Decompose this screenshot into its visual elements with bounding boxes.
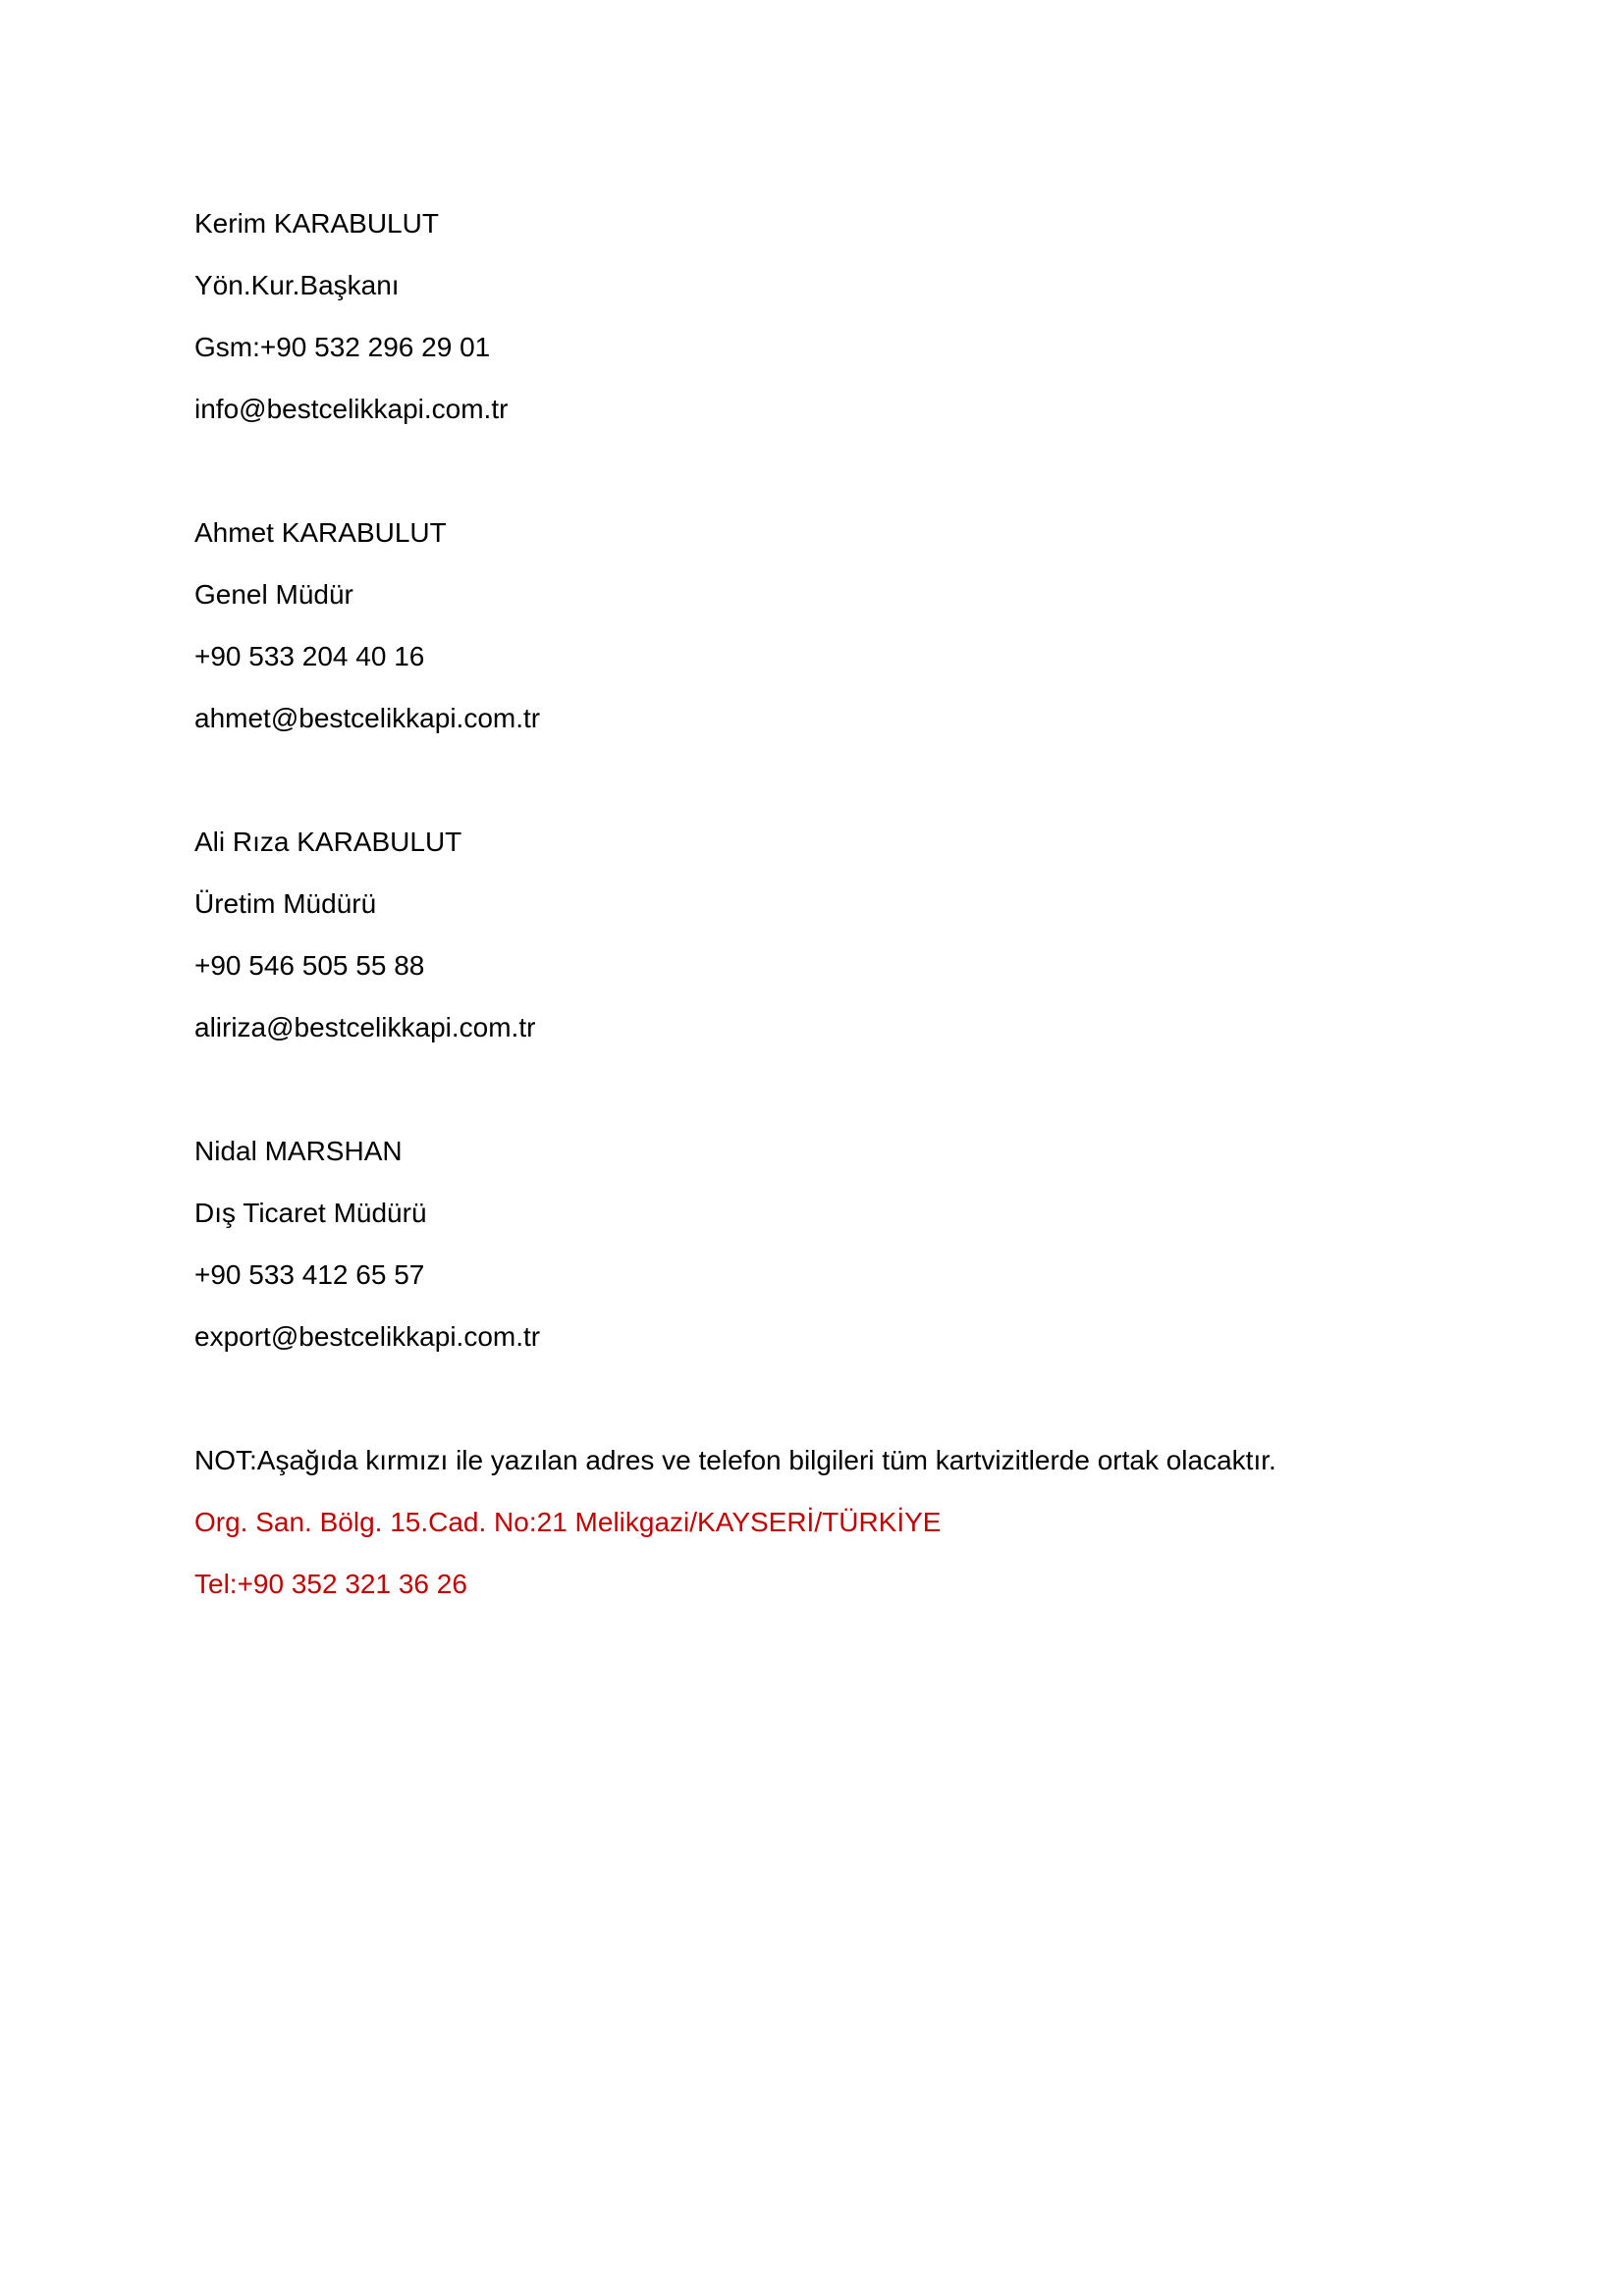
contact-title: Üretim Müdürü — [194, 888, 377, 919]
contact-block-ali-riza — [194, 811, 1432, 1058]
contact-email: export@bestcelikkapi.com.tr — [194, 1321, 541, 1352]
contact-name: Ahmet KARABULUT — [194, 517, 447, 548]
common-address: Org. San. Bölg. 15.Cad. No:21 Melikgazi/KAYSERİ/TÜRKİYE — [194, 1507, 942, 1537]
spacer — [194, 1367, 1432, 1429]
contact-block-nidal — [194, 1120, 1432, 1367]
contact-title: Dış Ticaret Müdürü — [194, 1198, 427, 1228]
contact-phone: +90 533 204 40 16 — [194, 641, 425, 671]
common-phone: Tel:+90 352 321 36 26 — [194, 1569, 467, 1599]
contact-name: Kerim KARABULUT — [194, 208, 439, 239]
contact-title: Genel Müdür — [194, 579, 353, 610]
note-block — [194, 1429, 1432, 1615]
contact-phone: +90 533 412 65 57 — [194, 1259, 425, 1290]
note-text: NOT:Aşağıda kırmızı ile yazılan adres ve telefon bilgileri tüm kartvizitlerde ortak olacaktır. — [194, 1445, 1276, 1475]
spacer — [194, 1058, 1432, 1120]
spacer — [194, 749, 1432, 811]
contact-name: Ali Rıza KARABULUT — [194, 827, 462, 857]
document-body — [194, 192, 1432, 1615]
contact-email: info@bestcelikkapi.com.tr — [194, 394, 509, 424]
contact-phone: +90 546 505 55 88 — [194, 950, 425, 981]
contact-block-ahmet — [194, 502, 1432, 749]
contact-title: Yön.Kur.Başkanı — [194, 270, 400, 300]
contact-phone: Gsm:+90 532 296 29 01 — [194, 332, 491, 362]
contact-email: aliriza@bestcelikkapi.com.tr — [194, 1012, 536, 1042]
contact-block-kerim — [194, 192, 1432, 440]
spacer — [194, 440, 1432, 502]
contact-email: ahmet@bestcelikkapi.com.tr — [194, 703, 541, 733]
contact-name: Nidal MARSHAN — [194, 1136, 403, 1166]
